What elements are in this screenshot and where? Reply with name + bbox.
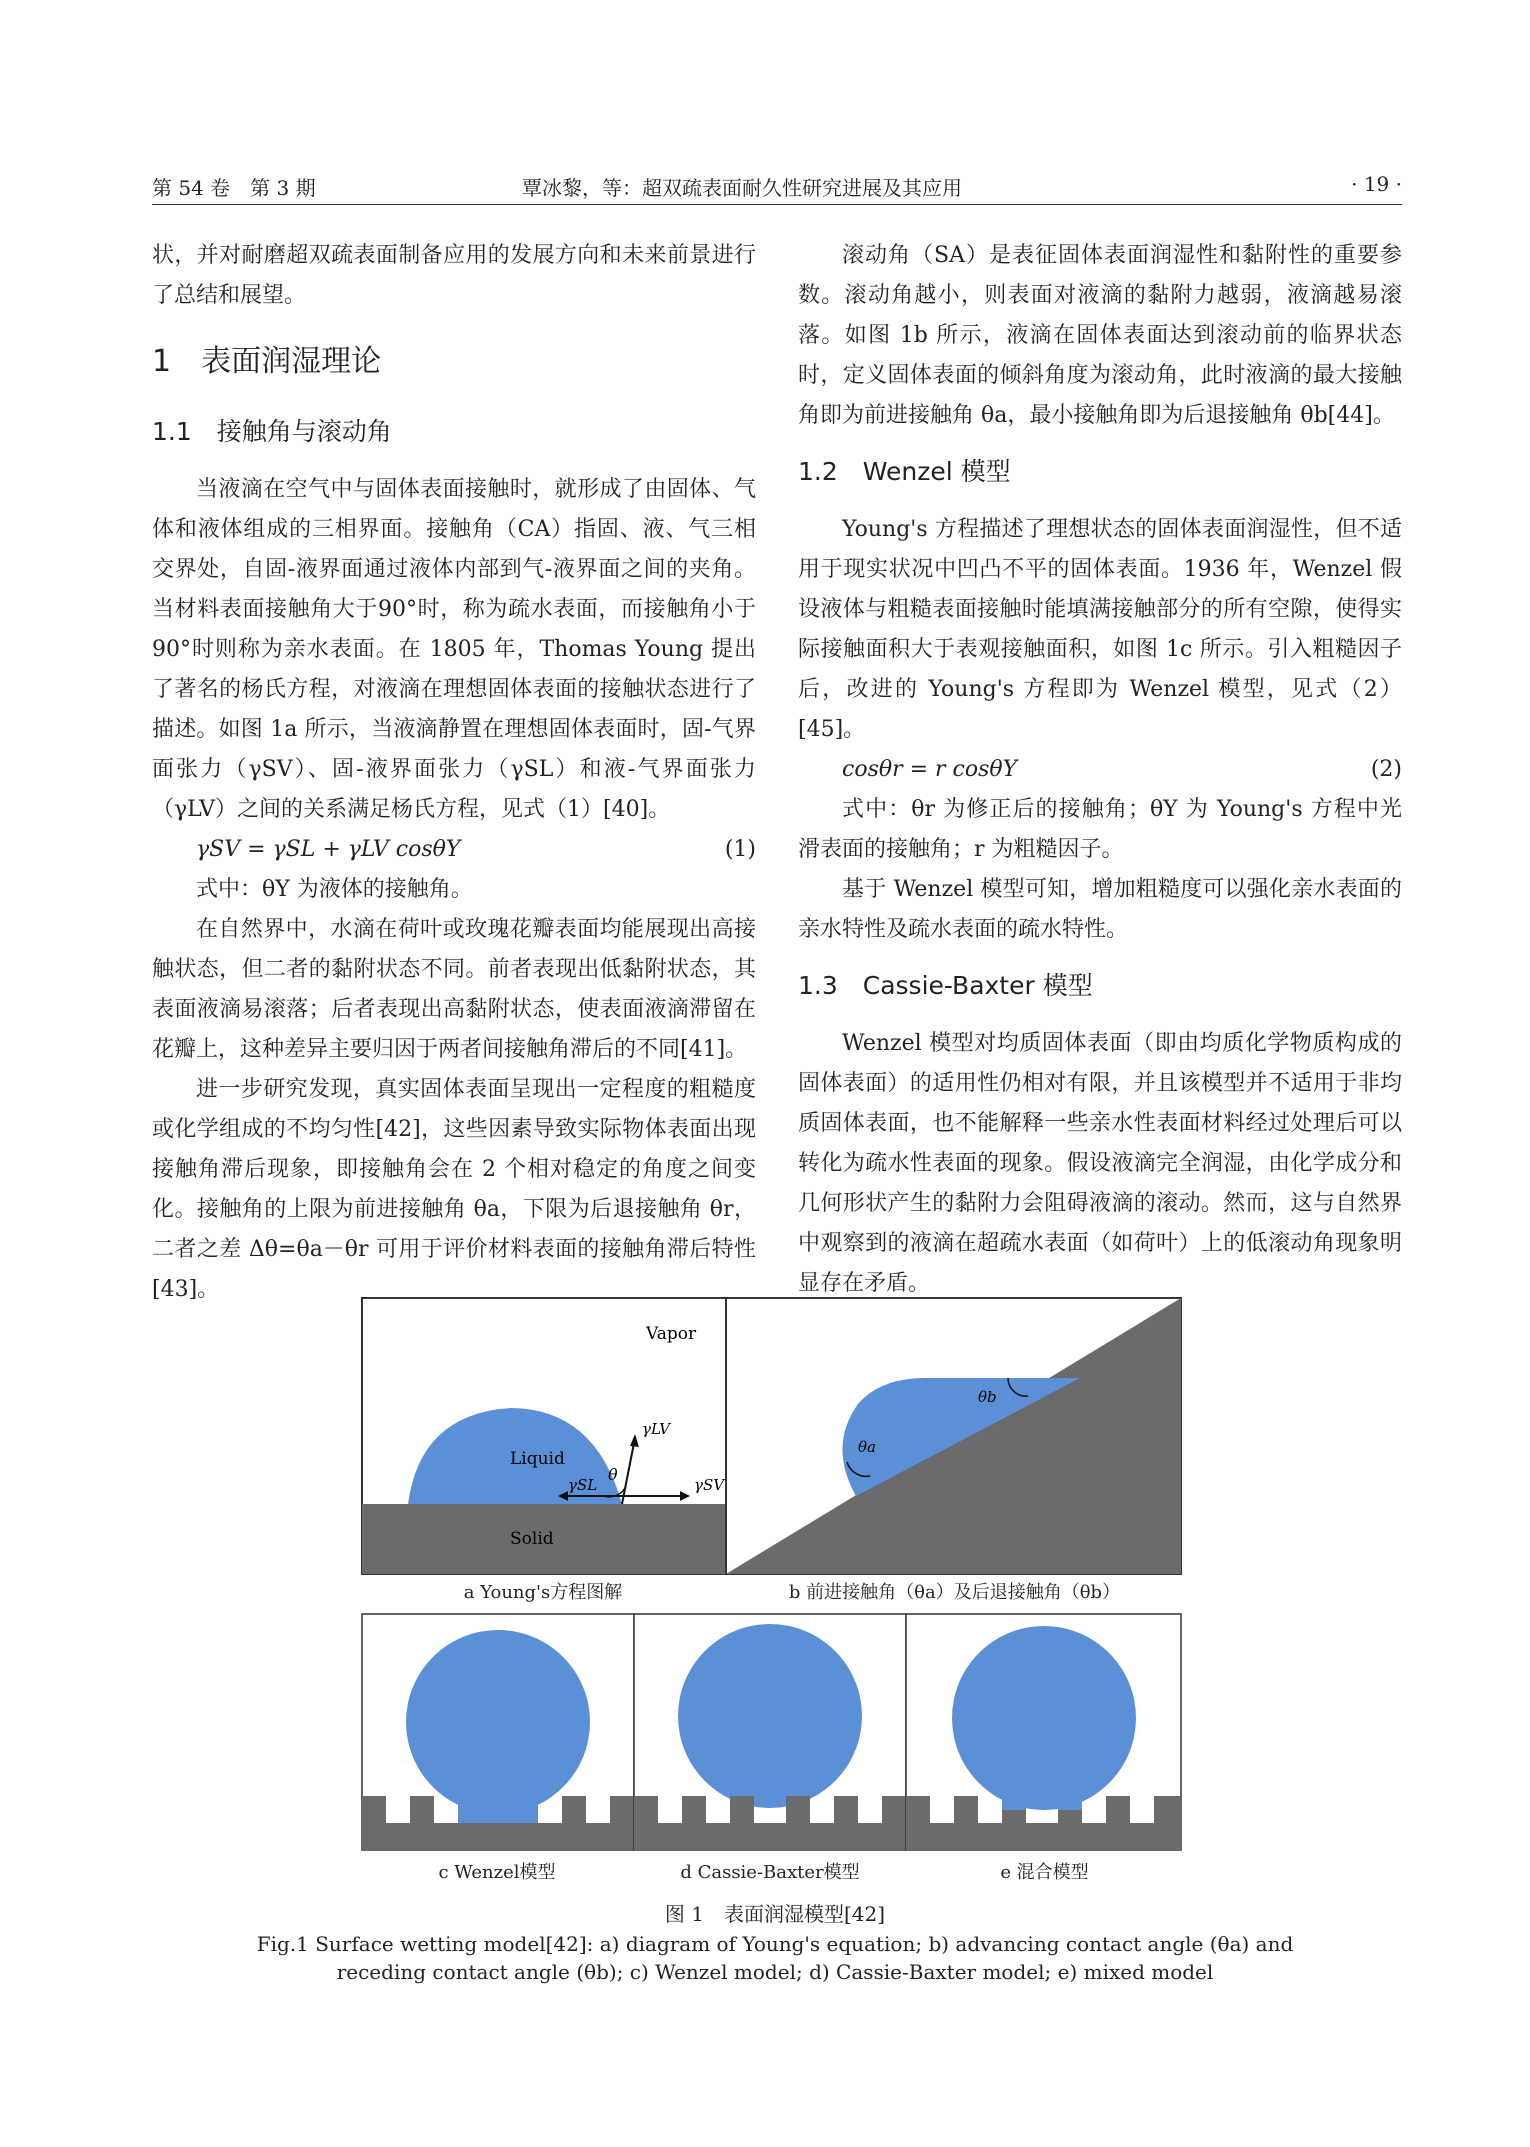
running-header <box>152 168 1402 205</box>
filled-groove <box>482 1796 514 1823</box>
label-gamma-sv: γSV <box>694 1476 725 1494</box>
label-gamma-sl: γSL <box>568 1476 598 1494</box>
left-column <box>152 236 756 1310</box>
paragraph: 基于 Wenzel 模型可知，增加粗糙度可以强化亲水表面的亲水特性及疏水表面的疏水特性。 <box>798 877 1402 942</box>
paragraph: 式中：θr 为修正后的接触角；θY 为 Young's 方程中光滑表面的接触角；r 为粗糙因子。 <box>798 797 1402 862</box>
journal-volume: 第 54 卷 第 3 期 <box>152 176 316 200</box>
caption-c: c Wenzel模型 <box>438 1862 556 1883</box>
paragraph: 进一步研究发现，真实固体表面呈现出一定程度的粗糙度或化学组成的不均匀性[42]，这些因素导致实际物体表面出现接触角滞后现象，即接触角会在 2 个相对稳定的角度之间变化。接触角的上限为前进接触角 θa，下限为后退接触角 θr，二者之差 Δθ=θa－θr 可用于评价材料表面的接触角滞后特性[43]。 <box>152 1077 756 1302</box>
caption-b: b 前进接触角（θa）及后退接触角（θb） <box>788 1582 1121 1603</box>
article-running-title: 覃冰黎，等：超双疏表面耐久性研究进展及其应用 <box>522 176 962 200</box>
droplet <box>406 1630 590 1814</box>
figure-caption-en-line2: receding contact angle (θb); c) Wenzel model; d) Cassie-Baxter model; e) mixed model <box>336 1960 1214 1984</box>
panel-d-cassie-baxter <box>634 1614 906 1850</box>
panel-c-wenzel <box>362 1614 634 1850</box>
page-number: · 19 · <box>1351 172 1402 196</box>
caption-a: a Young's方程图解 <box>463 1582 623 1603</box>
paragraph: 状，并对耐磨超双疏表面制备应用的发展方向和未来前景进行了总结和展望。 <box>152 243 756 308</box>
paragraph: Wenzel 模型对均质固体表面（即由均质化学物质构成的固体表面）的适用性仍相对有限，并且该模型并不适用于非均质固体表面，也不能解释一些亲水性表面材料经过处理后可以转化为疏水性表面的现象。假设液滴完全润湿，由化学成分和几何形状产生的黏附力会阻碍液滴的滚动。然而，这与自然界中观察到的液滴在超疏水表面（如荷叶）上的低滚动角现象明显存在矛盾。 <box>798 1031 1402 1296</box>
partial-groove <box>1002 1796 1026 1810</box>
equation-number: (1) <box>724 837 756 862</box>
equation-number: (2) <box>1370 757 1402 782</box>
subsection-heading: 1.2 Wenzel 模型 <box>798 457 1011 486</box>
equation-1 <box>152 830 756 870</box>
panel-b-contact-angles <box>726 1298 1181 1574</box>
caption-e: e 混合模型 <box>1000 1862 1089 1883</box>
droplet <box>952 1626 1136 1810</box>
label-liquid: Liquid <box>510 1449 565 1469</box>
figure-1 <box>360 1296 1183 1890</box>
caption-d: d Cassie-Baxter模型 <box>680 1862 860 1883</box>
label-solid: Solid <box>510 1529 554 1549</box>
label-theta: θ <box>608 1465 618 1484</box>
paragraph: 当液滴在空气中与固体表面接触时，就形成了由固体、气体和液体组成的三相界面。接触角（CA）指固、液、气三相交界处，自固-液界面通过液体内部到气-液界面之间的夹角。当材料表面接触角大于90°时，称为疏水表面，而接触角小于 90°时则称为亲水表面。在 1805 年，Thomas Young 提出了著名的杨氏方程，对液滴在理想固体表面的接触状态进行了描述。如图 1a 所示，当液滴静置在理想固体表面时，固-气界面张力（γSV）、固-液界面张力（γSL）和液-气界面张力（γLV）之间的关系满足杨氏方程，见式（1）[40]。 <box>152 477 756 822</box>
paragraph: 滚动角（SA）是表征固体表面润湿性和黏附性的重要参数。滚动角越小，则表面对液滴的黏附力越弱，液滴越易滚落。如图 1b 所示，液滴在固体表面达到滚动前的临界状态时，定义固体表面的倾斜角度为滚动角，此时液滴的最大接触角即为前进接触角 θa，最小接触角即为后退接触角 θb[44]。 <box>798 243 1402 428</box>
label-gamma-lv: γLV <box>642 1420 670 1438</box>
filled-groove <box>514 1796 538 1823</box>
paragraph: 在自然界中，水滴在荷叶或玫瑰花瓣表面均能展现出高接触状态，但二者的黏附状态不同。前者表现出低黏附状态，其表面液滴易滚落；后者表现出高黏附状态，使表面液滴滞留在花瓣上，这种差异主要归因于两者间接触角滞后的不同[41]。 <box>152 917 756 1062</box>
paragraph: 式中：θY 为液体的接触角。 <box>196 877 473 902</box>
equation-2 <box>798 750 1402 790</box>
figure-caption-en-line1: Fig.1 Surface wetting model[42]: a) diagram of Young's equation; b) advancing contact angle (θa) and <box>256 1932 1294 1956</box>
equation-body: cosθr = r cosθY <box>842 757 1018 782</box>
label-vapor: Vapor <box>646 1324 697 1344</box>
label-theta-a: θa <box>858 1438 876 1456</box>
panel-a-young-equation <box>362 1298 726 1574</box>
right-column <box>798 236 1402 1304</box>
subsection-heading: 1.1 接触角与滚动角 <box>152 417 392 446</box>
partial-groove <box>1058 1796 1082 1810</box>
label-theta-b: θb <box>978 1388 997 1406</box>
equation-body: γSV = γSL + γLV cosθY <box>196 837 461 862</box>
droplet <box>678 1624 862 1808</box>
section-heading: 1 表面润湿理论 <box>152 344 382 379</box>
panel-e-mixed <box>906 1614 1181 1850</box>
paragraph: Young's 方程描述了理想状态的固体表面润湿性，但不适用于现实状况中凹凸不平的固体表面。1936 年，Wenzel 假设液体与粗糙表面接触时能填满接触部分的所有空隙，使得实际接触面积大于表观接触面积，如图 1c 所示。引入粗糙因子后，改进的 Young's 方程即为 Wenzel 模型，见式（2）[45]。 <box>798 517 1402 742</box>
figure-caption-cn: 图 1 表面润湿模型[42] <box>664 1902 886 1926</box>
subsection-heading: 1.3 Cassie-Baxter 模型 <box>798 971 1093 1000</box>
filled-groove <box>458 1796 482 1823</box>
